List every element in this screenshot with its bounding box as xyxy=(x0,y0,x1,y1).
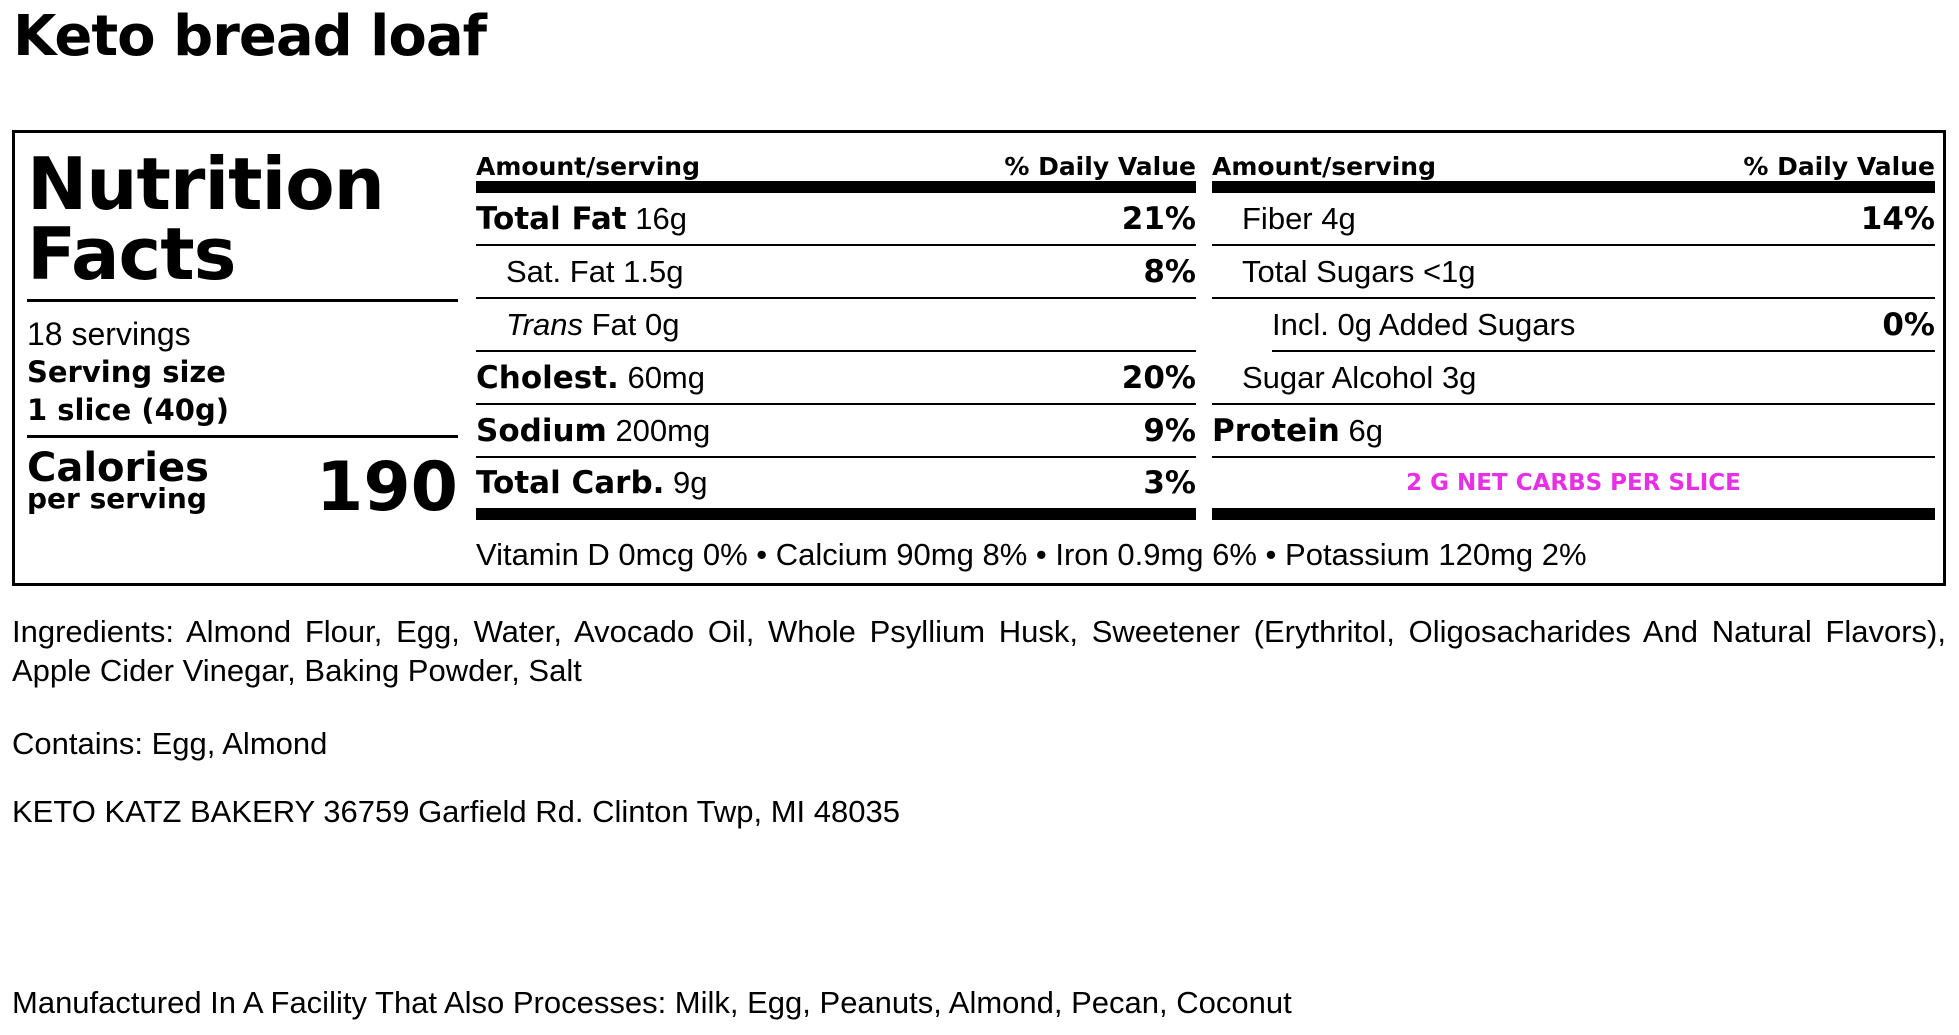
nutrient-row-cholesterol xyxy=(476,352,1196,405)
page-title: Keto bread loaf xyxy=(13,4,487,69)
nutrient-dv: 20% xyxy=(1121,359,1196,396)
nutrient-amount: 0g xyxy=(645,306,680,342)
column-header xyxy=(1212,145,1935,193)
nutrient-amount: 16g xyxy=(635,200,687,236)
nutrient-dv: 9% xyxy=(1143,412,1196,449)
nutrient-row-total-fat xyxy=(476,193,1196,246)
vitamins-minerals-line: Vitamin D 0mcg 0% • Calcium 90mg 8% • Iron 0.9mg 6% • Potassium 120mg 2% xyxy=(476,537,1587,572)
daily-value-header: % Daily Value xyxy=(1004,152,1196,181)
nutrient-name: Fiber xyxy=(1242,200,1313,236)
nutrient-dv: 14% xyxy=(1860,200,1935,237)
nutrient-name-italic: Trans xyxy=(506,306,583,342)
nutrient-name: Protein xyxy=(1212,412,1340,449)
nutrient-row-sat-fat xyxy=(476,246,1196,299)
nutrient-amount: 9g xyxy=(673,465,708,500)
nutrient-name: Sat. Fat xyxy=(506,253,615,289)
ingredients-text: Ingredients: Almond Flour, Egg, Water, Avocado Oil, Whole Psyllium Husk, Sweetener (Erythritol, Oligosacharides And Natural Flavors), Apple Cider Vinegar, Baking Powder, Salt xyxy=(12,614,1946,688)
nutrient-row-sodium xyxy=(476,405,1196,458)
manufacturer-address: KETO KATZ BAKERY 36759 Garfield Rd. Clinton Twp, MI 48035 xyxy=(12,794,900,829)
nutrient-row-sugar-alcohol xyxy=(1212,352,1935,405)
nutrient-row-trans-fat xyxy=(476,299,1196,352)
heading-line-2: Facts xyxy=(27,212,236,296)
divider xyxy=(27,435,458,438)
servings-count: 18 servings xyxy=(27,316,191,352)
nutrient-dv: 3% xyxy=(1143,465,1196,501)
nutrient-row-added-sugars xyxy=(1272,299,1935,352)
heading-line-1: Nutrition xyxy=(27,142,384,226)
facility-statement: Manufactured In A Facility That Also Processes: Milk, Egg, Peanuts, Almond, Pecan, Coconut xyxy=(12,985,1292,1020)
serving-size-value: 1 slice (40g) xyxy=(27,393,229,427)
nutrient-name: Total Fat xyxy=(476,200,627,237)
serving-size-label: Serving size xyxy=(27,355,226,389)
calories-value: 190 xyxy=(316,448,458,527)
divider xyxy=(27,299,458,302)
nutrient-amount: <1g xyxy=(1422,253,1476,289)
nutrient-amount: 6g xyxy=(1348,412,1383,448)
nutrient-amount: 1.5g xyxy=(623,253,684,289)
nutrient-column-left xyxy=(476,145,1196,520)
amount-header: Amount/serving xyxy=(476,152,700,181)
calories-row xyxy=(27,445,458,538)
nutrient-name: Sodium xyxy=(476,412,607,449)
nutrient-name: Total Carb. xyxy=(476,465,665,501)
net-carbs-note xyxy=(1212,458,1935,520)
nutrient-amount: 3g xyxy=(1441,359,1477,395)
nutrient-amount: 60mg xyxy=(627,359,705,395)
calories-label: Calories xyxy=(27,445,209,491)
nutrition-facts-panel xyxy=(12,130,1946,586)
nutrient-name: Total Sugars xyxy=(1242,253,1415,289)
nutrient-name: Sugar Alcohol xyxy=(1242,359,1434,395)
calories-sub-label: per serving xyxy=(27,482,207,515)
nutrient-amount: 200mg xyxy=(615,412,711,448)
nutrient-name: Cholest. xyxy=(476,359,619,396)
nutrient-dv: 0% xyxy=(1882,306,1935,343)
nutrient-name: Incl. 0g Added Sugars xyxy=(1272,306,1576,342)
amount-header: Amount/serving xyxy=(1212,152,1436,181)
nutrient-row-total-sugars xyxy=(1212,246,1935,299)
nutrient-dv: 8% xyxy=(1143,253,1196,290)
nutrient-column-right xyxy=(1212,145,1935,520)
nutrient-row-fiber xyxy=(1212,193,1935,246)
net-carbs-text: 2 G NET CARBS PER SLICE xyxy=(1406,470,1741,496)
nutrition-summary xyxy=(27,142,458,538)
nutrient-row-protein xyxy=(1212,405,1935,458)
nutrition-facts-heading xyxy=(27,142,458,296)
nutrient-amount: 4g xyxy=(1321,200,1356,236)
column-header xyxy=(476,145,1196,193)
allergens-text: Contains: Egg, Almond xyxy=(12,726,328,761)
nutrient-row-total-carb xyxy=(476,458,1196,520)
nutrient-name: Fat xyxy=(591,306,637,342)
nutrient-dv: 21% xyxy=(1121,200,1196,237)
daily-value-header: % Daily Value xyxy=(1743,152,1935,181)
